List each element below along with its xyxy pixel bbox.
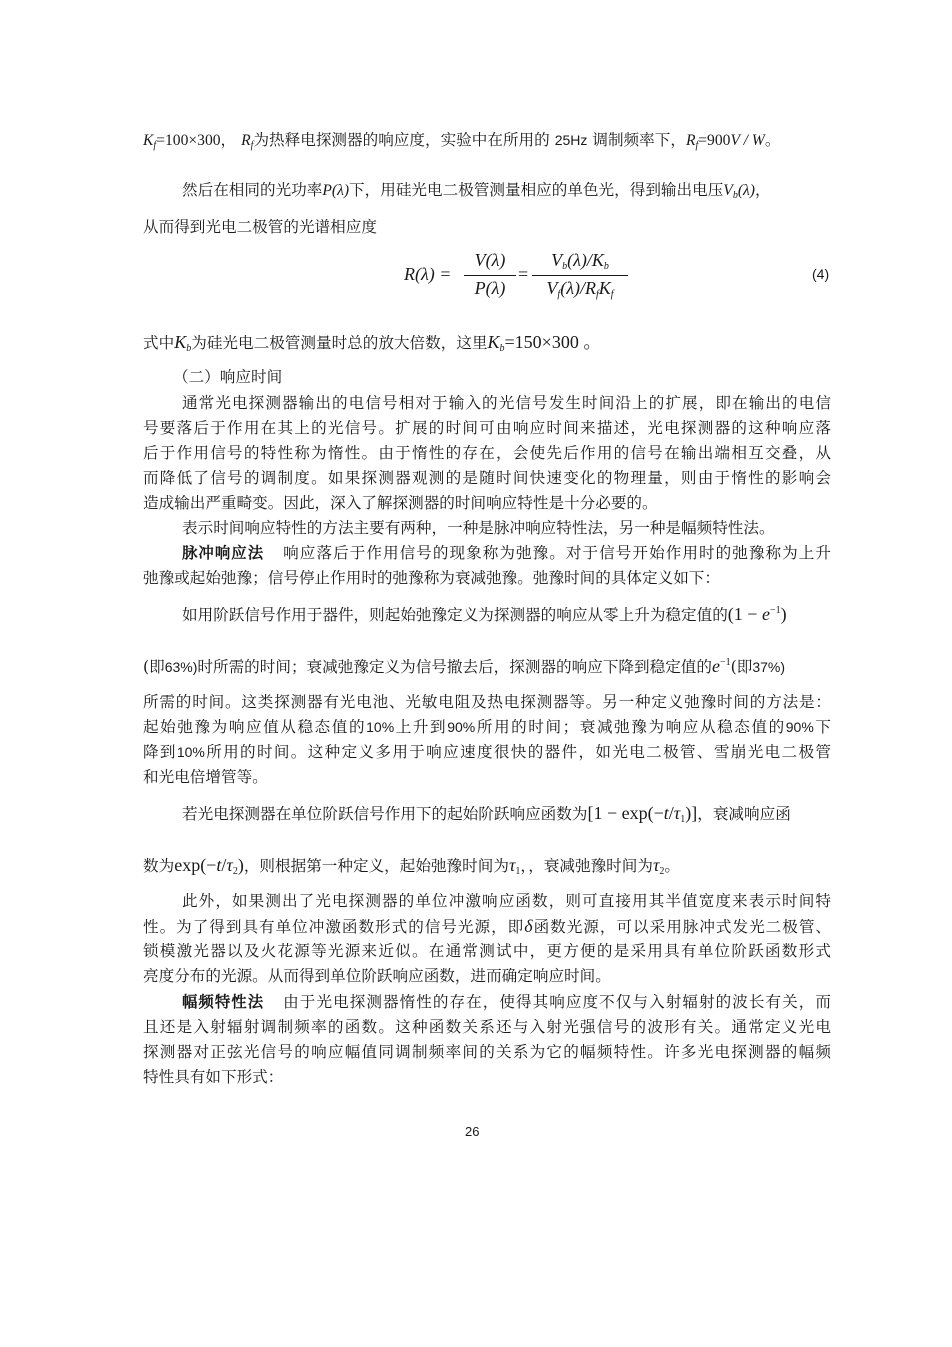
paragraph-line: 此外，如果测出了光电探测器的单位冲激响应函数，则可直接用其半值宽度来表示时间特 bbox=[182, 892, 831, 910]
term-impulse-response: 脉冲响应法 bbox=[182, 544, 265, 562]
paragraph-line: 探测器对正弦光信号的响应幅值同调制频率间的关系为它的幅频特性。许多光电探测器的幅频 bbox=[143, 1043, 831, 1061]
paragraph-line: 造成输出严重畸变。因此，深入了解探测器的时间响应特性是十分必要的。 bbox=[143, 494, 658, 512]
kf-value: =100×300， bbox=[156, 132, 237, 149]
equation-4 bbox=[404, 248, 644, 304]
line-kb: 式中$K_b$为硅光电二极管测量时总的放大倍数，这里$K_b=150\times 300$ 。 bbox=[143, 332, 602, 354]
eq-equals: = bbox=[518, 264, 529, 284]
equation-number: (4) bbox=[812, 266, 830, 282]
paragraph-line: 所需的时间。这类探测器有光电池、光敏电阻及热电探测器等。另一种定义弛豫时间的方法是： bbox=[143, 693, 831, 711]
eq-denominator-2: $V_f(\lambda)/R_fK_f$ bbox=[546, 278, 614, 300]
line-photodiode-measure: 然后在相同的光功率P(λ)下，用硅光电二极管测量相应的单色光，得到输出电压$V_b(\lambda)$， bbox=[182, 181, 771, 201]
paragraph-line: 起始弛豫为响应值从稳态值的10%上升到90%所用的时间；衰减弛豫为响应从稳态值的90%下 bbox=[143, 718, 831, 736]
paragraph-line: 而降低了信号的调制度。如果探测器观测的是随时间快速变化的物理量，则由于惰性的影响会 bbox=[143, 469, 831, 487]
eq-lhs: R(λ) = bbox=[404, 264, 452, 284]
eq-numerator-1: V(λ) bbox=[474, 250, 506, 270]
paragraph-line: 表示时间响应特性的方法主要有两种，一种是脉冲响应特性法，另一种是幅频特性法。 bbox=[182, 519, 775, 537]
fraction-bar-2 bbox=[532, 275, 628, 276]
line-decay-function: 数为$\exp(-t/\tau_2)$，则根据第一种定义，起始弛豫时间为$\tau_1$，，衰减弛豫时间为$\tau_2$。 bbox=[143, 855, 681, 877]
paragraph-line: 和光电倍增管等。 bbox=[143, 768, 268, 786]
fraction-bar-1 bbox=[464, 275, 516, 276]
line-rise-definition: 如用阶跃信号作用于器件，则起始弛豫定义为探测器的响应从零上升为稳定值的$(1 - e^{-1})$ bbox=[182, 604, 787, 624]
paragraph-line: 弛豫或起始弛豫；信号停止作用时的弛豫称为衰减弛豫。弛豫时间的具体定义如下： bbox=[143, 569, 720, 587]
paragraph-line: 且还是入射辐射调制频率的函数。这种函数关系还与入射光强信号的波形有关。通常定义光电 bbox=[143, 1018, 831, 1036]
paragraph-line: 后于作用信号的特性称为惰性。由于惰性的存在，会使先后作用的信号在输出端相互交叠，从 bbox=[143, 444, 831, 462]
paragraph-line-amplitude: 幅频特性法 由于光电探测器惰性的存在，使得其响应度不仅与入射辐射的波长有关，而 bbox=[182, 993, 831, 1011]
paragraph-line: 锁模激光器以及火花源等光源来近似。在通常测试中，更方便的是采用具有单位阶跃函数形式 bbox=[143, 942, 831, 960]
line-step-response-function: 若光电探测器在单位阶跃信号作用下的起始阶跃响应函数为$[1 - \exp(-t/\tau_1)]$，衰减响应函 bbox=[182, 803, 791, 825]
section-heading-response-time: （二）响应时间 bbox=[173, 368, 283, 386]
paragraph-line: 特性具有如下形式： bbox=[143, 1068, 284, 1086]
eq-numerator-2: $V_b(\lambda)/K_b$ bbox=[551, 250, 609, 272]
line-spectral-response: 从而得到光电二极管的光谱相应度 bbox=[143, 218, 377, 236]
page-number: 26 bbox=[465, 1124, 480, 1139]
paragraph-line: 亮度分布的光源。从而得到单位阶跃响应函数，进而确定响应时间。 bbox=[143, 967, 611, 985]
eq-denominator-1: P(λ) bbox=[474, 278, 506, 298]
line-decay-definition: (即63%)时所需的时间；衰减弛豫定义为信号撤去后，探测器的响应下降到稳定值的$e^{-1}$(即37%) bbox=[143, 656, 785, 676]
line-kf-rf: $K_f=100\times 300$， $R_f$为热释电探测器的响应度，实验中在所用的 25Hz 调制频率下，$R_f=900V / W$。 bbox=[143, 131, 781, 151]
paragraph-line-impulse: 脉冲响应法 响应落后于作用信号的现象称为弛豫。对于信号开始作用时的弛豫称为上升 bbox=[182, 544, 831, 562]
paragraph-line: 降到10%所用的时间。这种定义多用于响应速度很快的器件，如光电二极管、雪崩光电二极管 bbox=[143, 743, 831, 761]
paragraph-line: 通常光电探测器输出的电信号相对于输入的光信号发生时间沿上的扩展，即在输出的电信 bbox=[182, 394, 831, 412]
paragraph-line: 号要落后于作用在其上的光信号。扩展的时间可由响应时间来描述，光电探测器的这种响应落 bbox=[143, 419, 831, 437]
paragraph-line: 性。为了得到具有单位冲激函数形式的信号光源，即δ函数光源，可以采用脉冲式发光二极管、 bbox=[143, 916, 831, 936]
term-amplitude-frequency: 幅频特性法 bbox=[182, 993, 265, 1011]
